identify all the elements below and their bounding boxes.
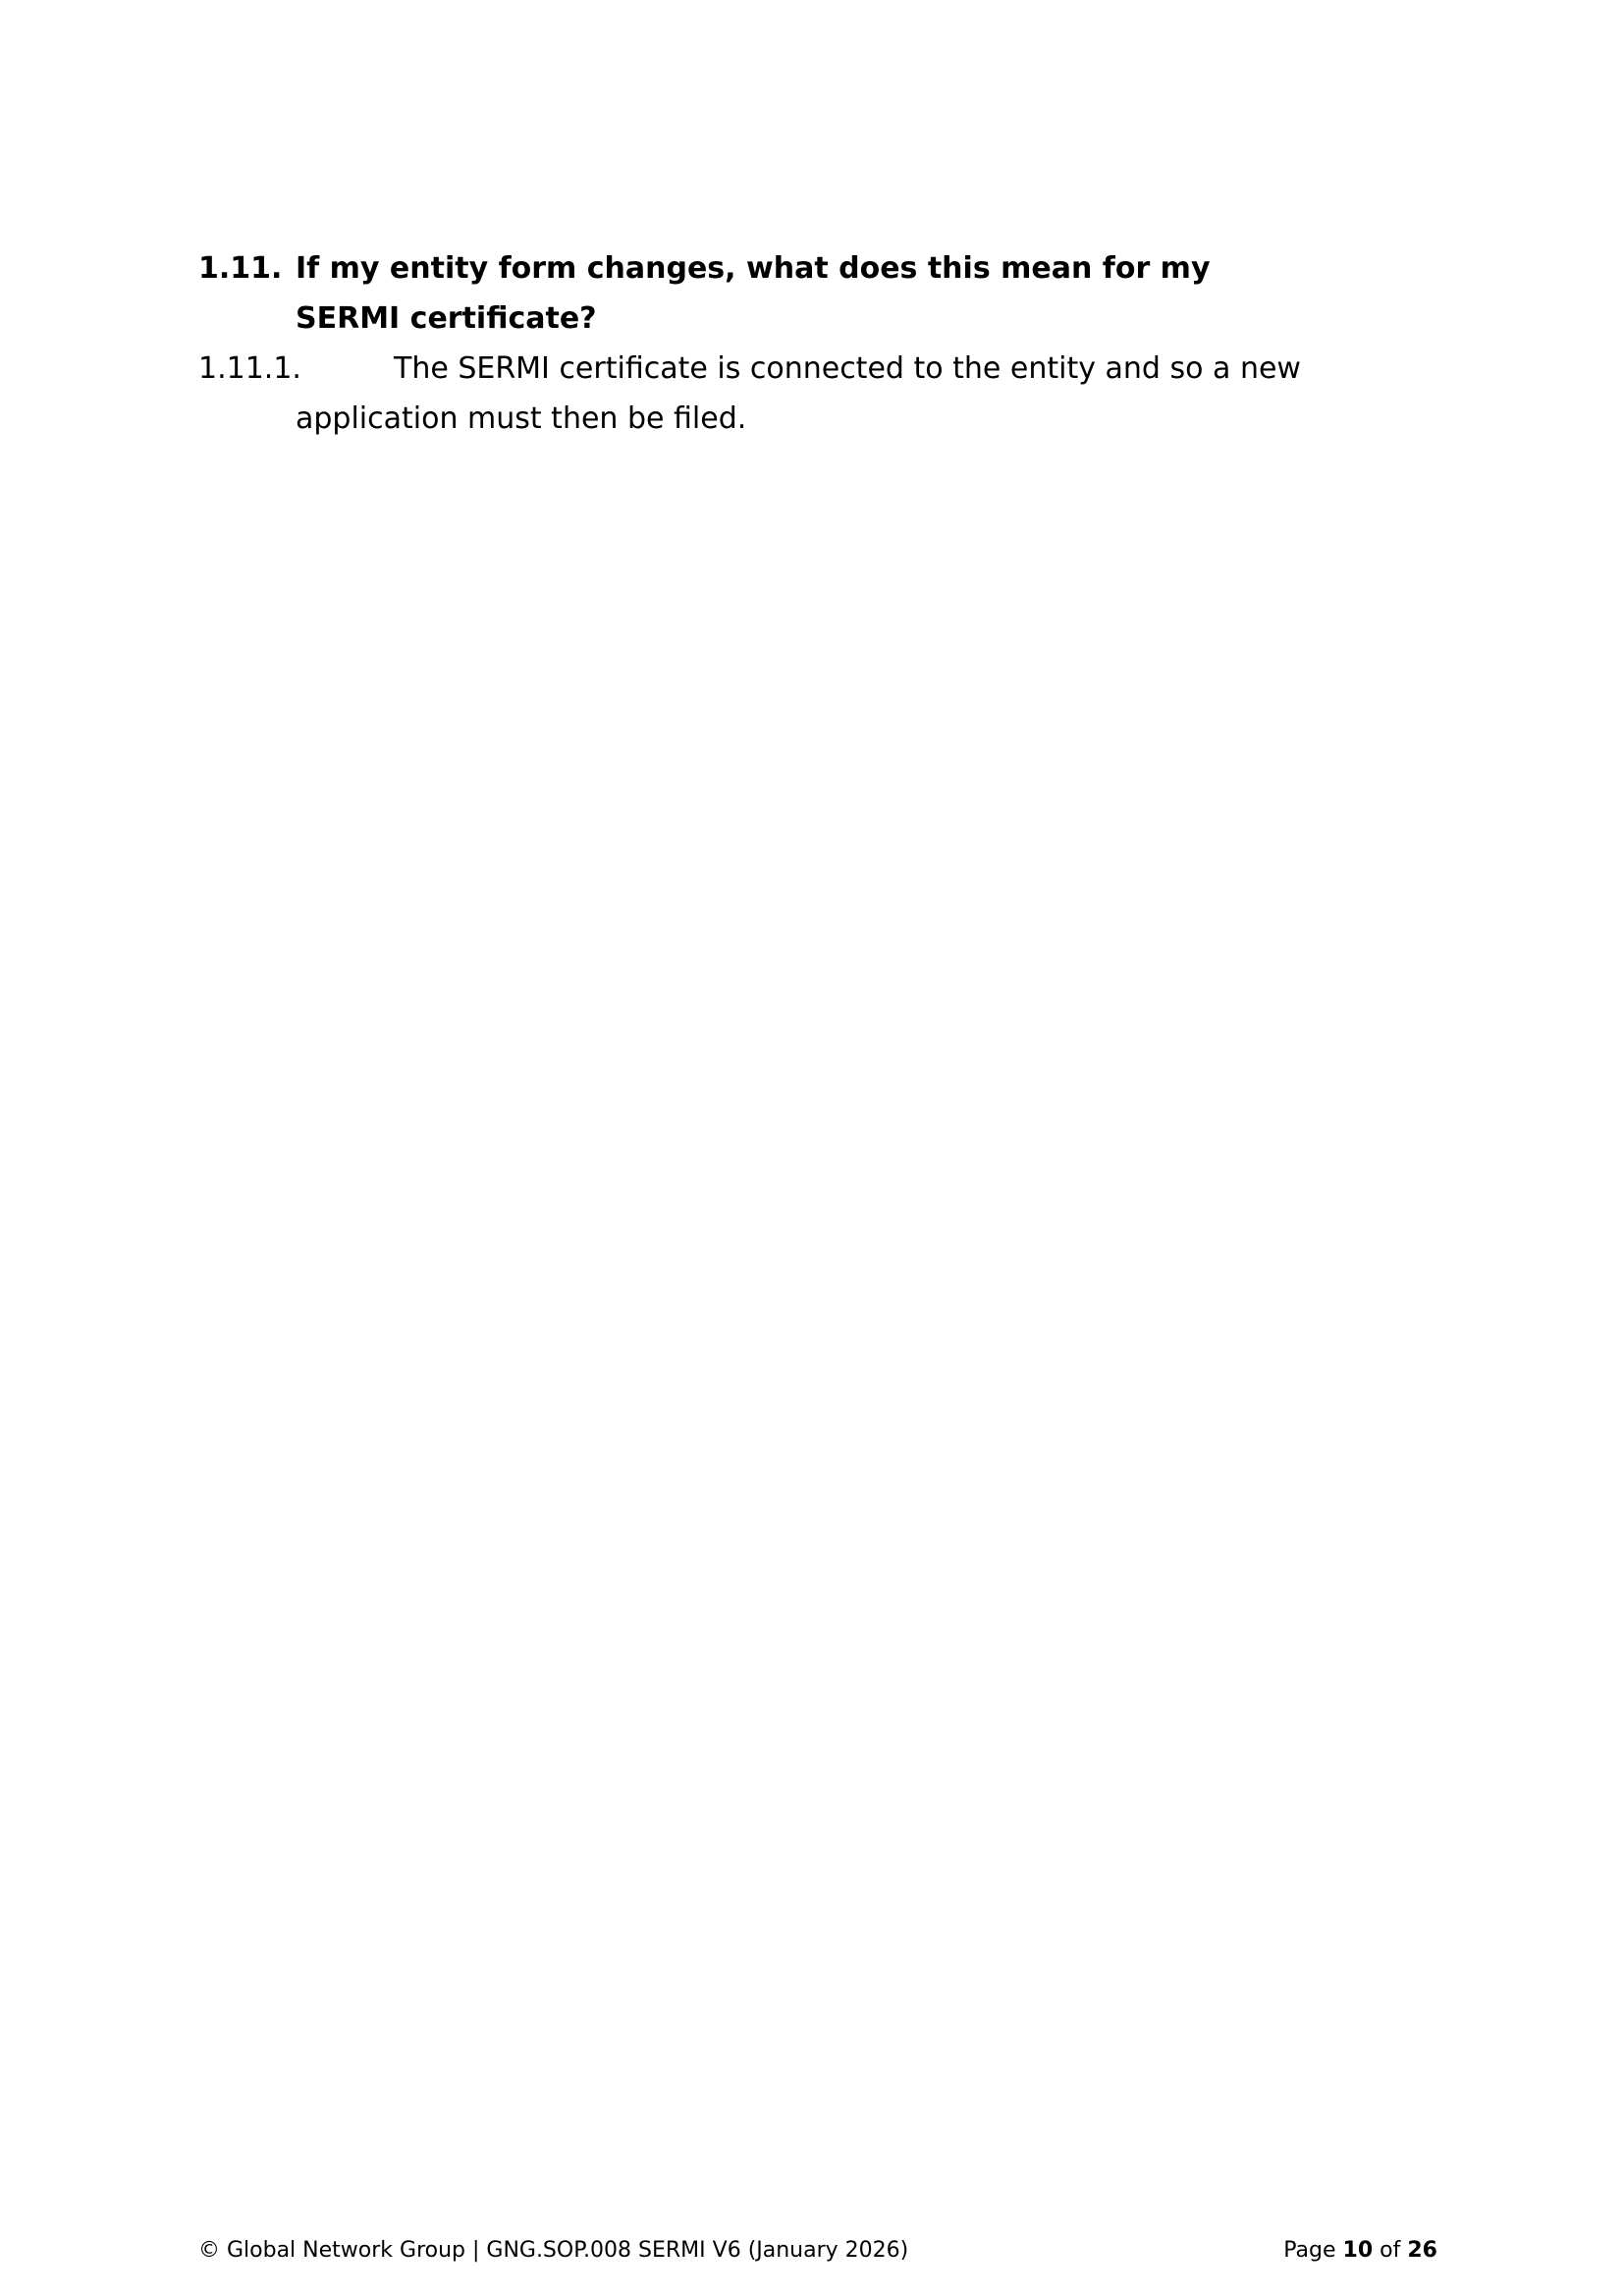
page-total: 26 [1407,2238,1437,2263]
page-number [1283,2236,1437,2266]
section-title: If my entity form changes, what does this mean for my SERMI certificate? [296,251,1211,336]
page-prefix: Page [1283,2238,1343,2263]
section-heading [198,243,1278,344]
paragraph-number: 1.11.1. [198,351,301,386]
paragraph [198,344,1426,444]
section-number: 1.11. [198,251,283,286]
page-current: 10 [1342,2238,1374,2263]
footer-copyright: © Global Network Group | GNG.SOP.008 SERMI V6 (January 2026) [198,2238,909,2263]
paragraph-text: The SERMI certificate is connected to the entity and so a new application must then be filed. [296,351,1301,436]
page-of: of [1373,2238,1408,2263]
